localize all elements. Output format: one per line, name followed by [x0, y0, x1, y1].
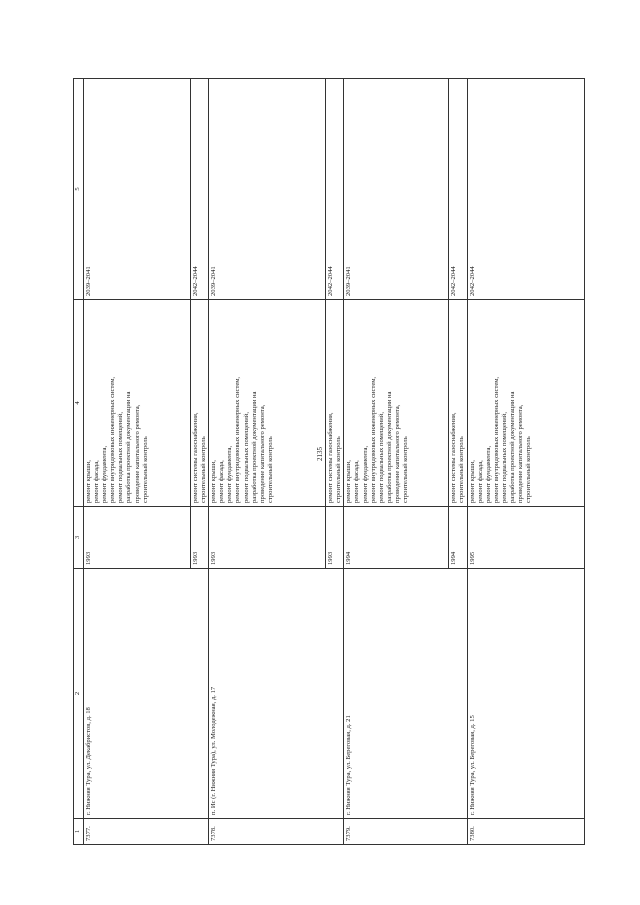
- work-item: ремонт фундамента,: [226, 445, 234, 503]
- build-year: 1993: [209, 507, 326, 569]
- work-item: ремонт внутридомовых инженерных систем,: [492, 376, 500, 503]
- work-item: строительный контроль: [266, 436, 274, 503]
- repair-period: 2042–2044: [449, 79, 467, 300]
- build-year: 1993: [191, 507, 209, 569]
- record-number: 7379.: [344, 819, 467, 845]
- work-item: ремонт крыши,: [210, 460, 218, 503]
- table-row: [209, 79, 326, 845]
- work-item: ремонт подвальных помещений,: [500, 412, 508, 503]
- page-number: 2135: [316, 447, 324, 461]
- work-item: проведение капитального ремонта,: [517, 404, 525, 503]
- record-address: г. Нижняя Тура, ул. Береговая, д. 21: [344, 569, 467, 819]
- work-item: строительный контроль: [402, 436, 410, 503]
- record-number: 7380.: [467, 819, 584, 845]
- work-item: строительный контроль: [141, 436, 149, 503]
- work-item: разработка проектной документации на: [125, 391, 133, 503]
- build-year: 1994: [344, 507, 449, 569]
- column-number-row: [74, 79, 84, 845]
- work-item: ремонт фундамента,: [484, 445, 492, 503]
- work-item: ремонт крыши,: [85, 460, 92, 503]
- work-list: [191, 300, 209, 507]
- work-item: проведение капитального ремонта,: [133, 404, 141, 503]
- work-item: ремонт подвальных помещений,: [117, 412, 125, 503]
- work-item: ремонт крыши,: [345, 460, 353, 503]
- column-number: 5: [74, 79, 84, 300]
- work-item: ремонт фасада,: [353, 460, 361, 503]
- build-year: 1993: [84, 507, 191, 569]
- repair-schedule-table: [73, 78, 585, 845]
- work-item: разработка проектной документации на: [509, 391, 517, 503]
- record-address: п. Ис (г. Нижняя Тура), ул. Молодежная, д. 17: [209, 569, 344, 819]
- repair-period: 2042–2044: [191, 79, 209, 300]
- work-item: ремонт внутридомовых инженерных систем,: [109, 376, 117, 503]
- work-item: ремонт фасада,: [218, 460, 226, 503]
- work-item: строительный контроль: [525, 436, 533, 503]
- record-number: 7377.: [84, 819, 209, 845]
- repair-period: 2042–2044: [467, 79, 584, 300]
- work-item: разработка проектной документации на: [250, 391, 258, 503]
- work-item: ремонт фасада,: [476, 460, 484, 503]
- column-number: 1: [74, 819, 84, 845]
- work-list: [449, 300, 467, 507]
- repair-period: 2039–2041: [209, 79, 326, 300]
- column-number: 3: [74, 507, 84, 569]
- work-item: разработка проектной документации на: [385, 391, 393, 503]
- rotated-table-wrapper: [73, 79, 575, 845]
- work-list: [209, 300, 326, 507]
- column-number: 4: [74, 300, 84, 507]
- table-row: [84, 79, 191, 845]
- record-address: г. Нижняя Тура, ул. Береговая, д. 15: [467, 569, 584, 819]
- table-row: [467, 79, 584, 845]
- column-number: 2: [74, 569, 84, 819]
- work-item: ремонт фасада,: [93, 460, 101, 503]
- work-item: ремонт внутридомовых инженерных систем,: [369, 376, 377, 503]
- work-item: ремонт системы газоснабжения,: [327, 412, 335, 503]
- work-item: строительный контроль: [200, 436, 208, 503]
- work-item: строительный контроль: [458, 436, 466, 503]
- work-item: ремонт крыши,: [468, 460, 476, 503]
- repair-period: 2039–2041: [344, 79, 449, 300]
- work-item: ремонт подвальных помещений,: [242, 412, 250, 503]
- work-list: [84, 300, 191, 507]
- record-address: г. Нижняя Тура, ул. Декабристов, д. 18: [84, 569, 209, 819]
- work-item: проведение капитального ремонта,: [393, 404, 401, 503]
- table-row: [344, 79, 449, 845]
- work-item: ремонт внутридомовых инженерных систем,: [234, 376, 242, 503]
- work-item: строительный контроль: [335, 436, 343, 503]
- work-item: проведение капитального ремонта,: [258, 404, 266, 503]
- work-list: [467, 300, 584, 507]
- build-year: 1993: [326, 507, 344, 569]
- build-year: 1994: [449, 507, 467, 569]
- work-list: [344, 300, 449, 507]
- record-number: 7378.: [209, 819, 344, 845]
- work-item: ремонт системы газоснабжения,: [450, 412, 458, 503]
- work-item: ремонт фундамента,: [101, 445, 109, 503]
- repair-period: 2039–2041: [84, 79, 191, 300]
- build-year: 1995: [467, 507, 584, 569]
- work-item: ремонт подвальных помещений,: [377, 412, 385, 503]
- work-list: [326, 300, 344, 507]
- repair-period: 2042–2044: [326, 79, 344, 300]
- work-item: ремонт фундамента,: [361, 445, 369, 503]
- work-item: ремонт системы газоснабжения,: [192, 412, 199, 503]
